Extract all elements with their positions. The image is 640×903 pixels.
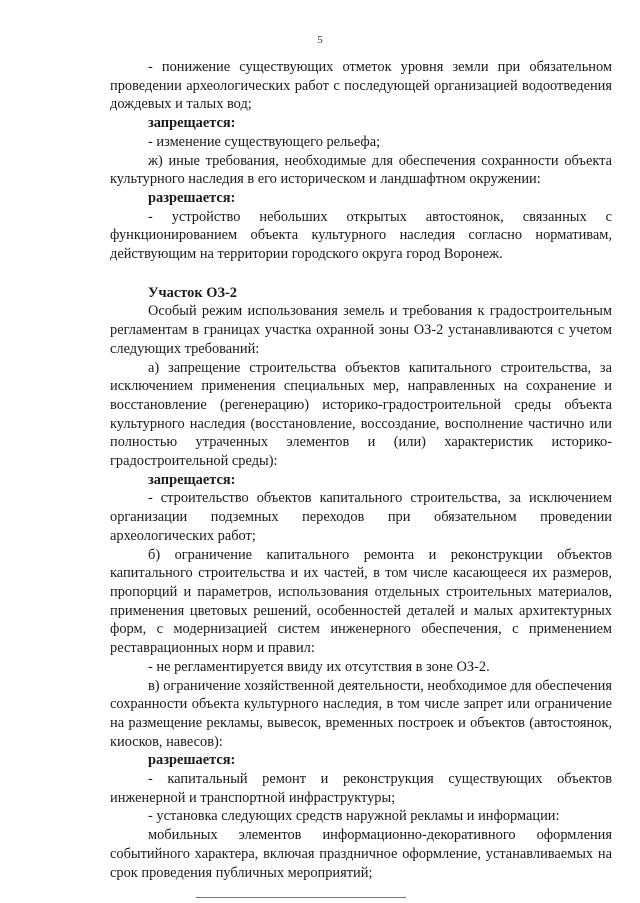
paragraph: - строительство объектов капитального строительства, за исключением организации подземных переходов при обязательном проведении археологических работ;	[110, 490, 612, 544]
paragraph: а) запрещение строительства объектов капитального строительства, за исключением применения специальных мер, направленных на сохранение и восстановление (регенерацию) историко-градостроительной среды объекта культурного наследия (восстановление, воссоздание, восполнение частично или полностью утраченных элементов и (или) характеристик историко-градостроительной среды):	[110, 359, 612, 470]
heading: разрешается:	[148, 189, 236, 206]
bottom-rule	[196, 897, 406, 898]
page-number: 5	[317, 34, 323, 46]
paragraph: б) ограничение капитального ремонта и реконструкции объектов капитального строительства и их частей, в том числе касающееся их размеров, пропорций и параметров, использования отдельных строительных материалов, применения цветовых решений, особенностей деталей и малых архитектурных форм, с модернизацией систем инженерного обеспечения, с применением реставрационных норм и правил:	[110, 546, 612, 657]
paragraph: - изменение существующего рельефа;	[148, 133, 381, 150]
document-body	[110, 58, 612, 882]
paragraph: - капитальный ремонт и реконструкция существующих объектов инженерной и транспортной инфраструктуры;	[110, 771, 612, 806]
paragraph: в) ограничение хозяйственной деятельности, необходимое для обеспечения сохранности объекта культурного наследия, в том числе запрет или ограничение на размещение рекламы, вывесок, временных построек и объектов (автостоянок, киосков, навесов):	[110, 677, 612, 750]
paragraph: Особый режим использования земель и требования к градостроительным регламентам в границах участка охранной зоны ОЗ-2 устанавливаются с учетом следующих требований:	[110, 303, 612, 357]
heading: Участок ОЗ-2	[148, 284, 237, 301]
heading: запрещается:	[148, 115, 236, 132]
paragraph: ж) иные требования, необходимые для обеспечения сохранности объекта культурного наследия в его историческом и ландшафтном окружении:	[110, 152, 612, 188]
paragraph: - понижение существующих отметок уровня земли при обязательном проведении археологических работ с последующей организацией водоотведения дождевых и талых вод;	[110, 59, 612, 113]
paragraph: мобильных элементов информационно-декоративного оформления событийного характера, включая праздничное оформление, устанавливаемых на срок проведения публичных мероприятий;	[110, 827, 612, 881]
heading: запрещается:	[148, 471, 236, 488]
paragraph: - устройство небольших открытых автостоянок, связанных с функционированием объекта культурного наследия согласно нормативам, действующим на территории городского округа город Воронеж.	[110, 208, 612, 263]
paragraph: - установка следующих средств наружной рекламы и информации:	[148, 808, 560, 825]
heading: разрешается:	[148, 752, 236, 769]
paragraph: - не регламентируется ввиду их отсутствия в зоне ОЗ-2.	[148, 658, 490, 675]
